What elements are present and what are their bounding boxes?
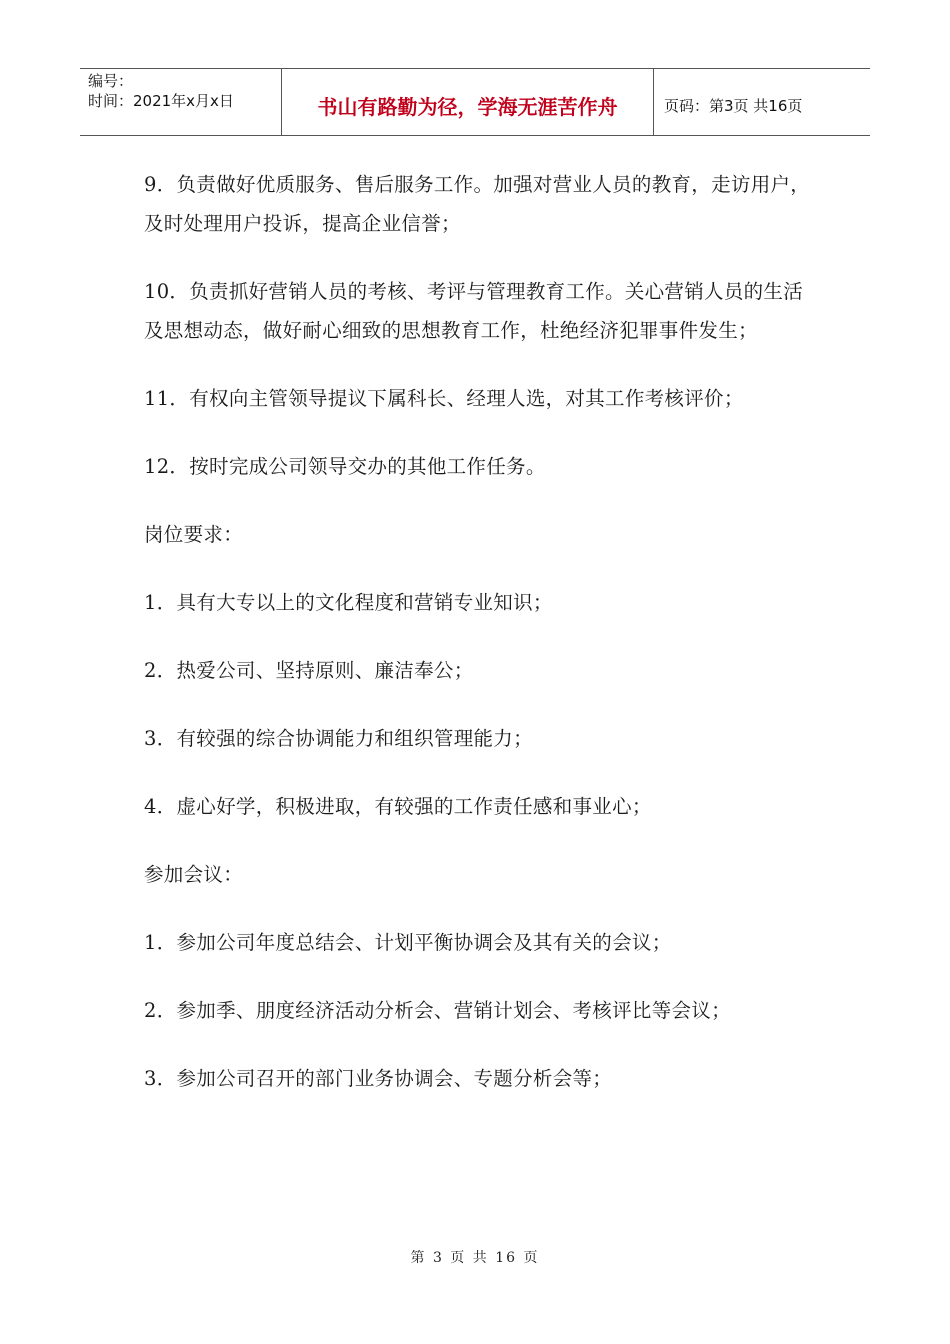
header-motto: 书山有路勤为径，学海无涯苦作舟 (282, 69, 654, 135)
page-header (80, 68, 870, 136)
paragraph-duty-10: 10．负责抓好营销人员的考核、考评与管理教育工作。关心营销人员的生活及思想动态，做好耐心细致的思想教育工作，杜绝经济犯罪事件发生； (144, 280, 804, 342)
paragraph-requirement-3: 3．有较强的综合协调能力和组织管理能力； (144, 727, 533, 750)
paragraph-duty-9: 9．负责做好优质服务、售后服务工作。加强对营业人员的教育，走访用户，及时处理用户投诉，提高企业信誉； (144, 173, 811, 235)
document-date-label: 时间：2021年x月x日 (88, 92, 234, 110)
paragraph-meeting-2: 2．参加季、朋度经济活动分析会、营销计划会、考核评比等会议； (144, 999, 731, 1022)
section-heading-meetings: 参加会议： (144, 863, 244, 886)
paragraph-duty-12: 12．按时完成公司领导交办的其他工作任务。 (144, 455, 546, 478)
paragraph-requirement-4: 4．虚心好学，积极进取，有较强的工作责任感和事业心； (144, 795, 652, 818)
paragraph-requirement-1: 1．具有大专以上的文化程度和营销专业知识； (144, 591, 553, 614)
document-number-label: 编号： (88, 72, 134, 90)
header-page-info: 页码：第3页 共16页 (664, 96, 803, 115)
document-body (144, 165, 814, 1127)
paragraph-meeting-3: 3．参加公司召开的部门业务协调会、专题分析会等； (144, 1067, 613, 1090)
page-footer: 第 3 页 共 16 页 (410, 1250, 540, 1266)
paragraph-duty-11: 11．有权向主管领导提议下属科长、经理人选，对其工作考核评价； (144, 387, 744, 410)
header-meta (80, 69, 282, 135)
paragraph-meeting-1: 1．参加公司年度总结会、计划平衡协调会及其有关的会议； (144, 931, 672, 954)
section-heading-requirements: 岗位要求： (144, 523, 244, 546)
paragraph-requirement-2: 2．热爱公司、坚持原则、廉洁奉公； (144, 659, 474, 682)
